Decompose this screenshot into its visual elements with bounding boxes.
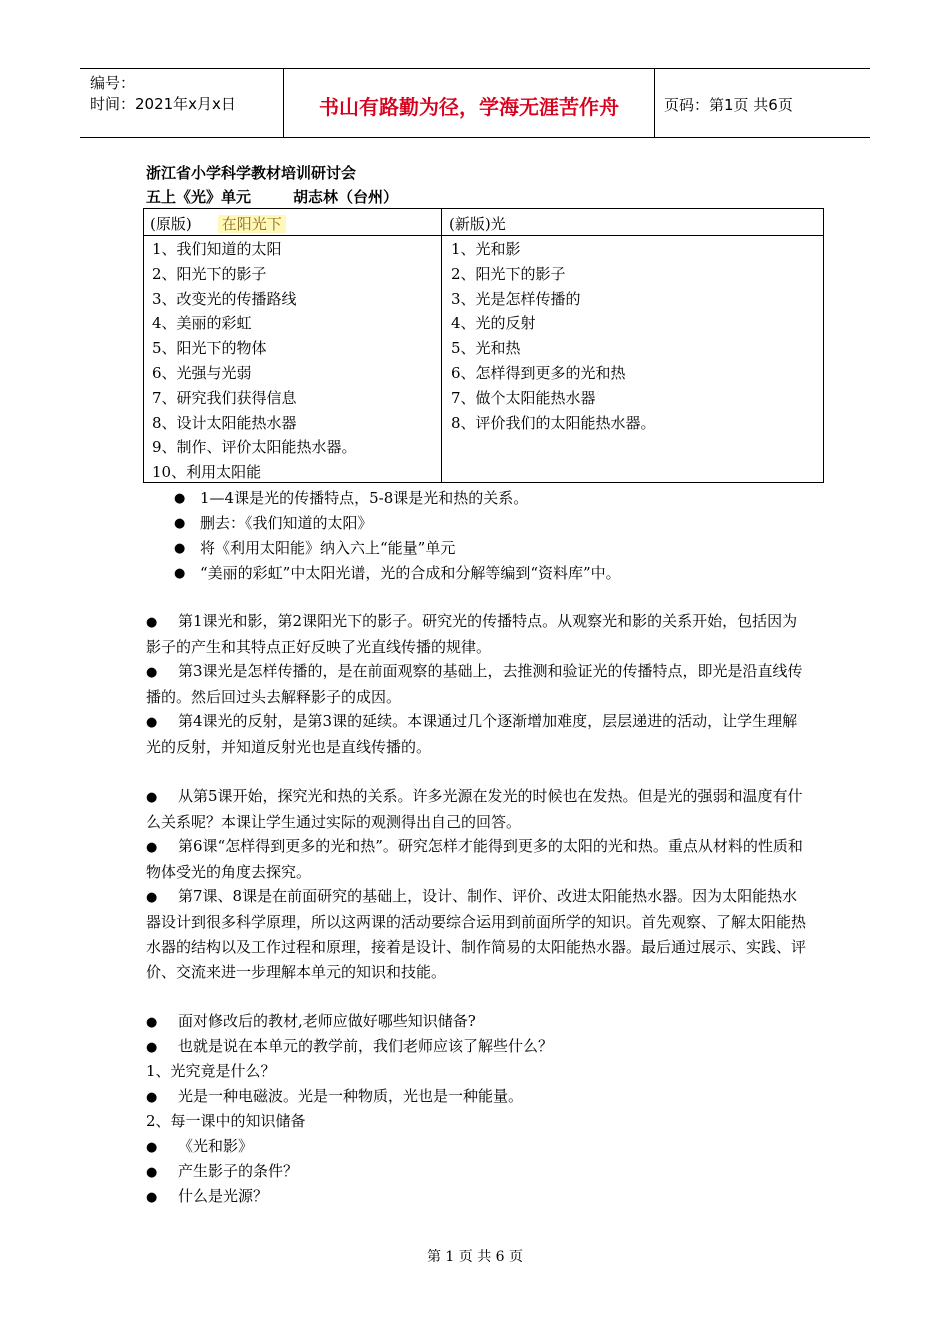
new-edition-lessons [451, 237, 656, 435]
header-time: 时间：2021年x月x日 [90, 95, 236, 113]
list-item: 5、阳光下的物体 [152, 339, 267, 358]
bullet-dot-icon: ● [146, 790, 158, 805]
bullet-dot-icon: ● [146, 1165, 158, 1180]
list-item: 8、设计太阳能热水器 [152, 413, 297, 432]
bullet-dot-icon: ● [146, 1190, 158, 1205]
paragraph [146, 609, 810, 660]
list-item: 2、阳光下的影子 [152, 264, 267, 283]
paragraph-text: 产生影子的条件？ [178, 1162, 299, 1180]
header-motto: 书山有路勤为径，学海无涯苦作舟 [319, 95, 619, 119]
paragraph-text: 从第5课开始，探究光和热的关系。许多光源在发光的时候也在发热。但是光的强弱和温度有什么关系呢？本课让学生通过实际的观测得出自己的回答。 [146, 787, 803, 831]
answer [146, 1084, 810, 1110]
paragraph [146, 659, 810, 710]
list-item: 4、美丽的彩虹 [152, 314, 252, 333]
bullet-dot-icon: ● [146, 715, 158, 730]
list-item: 1、光和影 [451, 240, 521, 258]
page-header [80, 68, 870, 138]
list-item: 6、光强与光弱 [152, 363, 252, 382]
list-item: 5、光和热 [451, 339, 521, 358]
bullet-dot-icon: ● [146, 1090, 158, 1105]
new-edition-header: (新版)光 [449, 215, 506, 233]
old-edition-label: (原版) [150, 215, 192, 233]
paragraph [146, 884, 810, 985]
list-item: 1、我们知道的太阳 [152, 240, 282, 258]
paragraph-text: 第6课“怎样得到更多的光和热”。研究怎样才能得到更多的太阳的光和热。重点从材料的性质和物体受光的角度去探究。 [146, 837, 803, 881]
paragraph-text: 《光和影》 [178, 1137, 254, 1155]
bullet-dot-icon: ● [146, 1015, 158, 1030]
section-heading: 1、光究竟是什么？ [146, 1062, 276, 1080]
bullet-item: ● 删去：《我们知道的太阳》 [172, 511, 621, 536]
knowledge-item [146, 1184, 810, 1210]
list-item: 6、怎样得到更多的光和热 [451, 363, 626, 382]
bullet-dot-icon: ● [146, 665, 158, 680]
list-item: 3、光是怎样传播的 [451, 289, 581, 308]
comparison-table [143, 208, 824, 483]
list-item: 7、做个太阳能热水器 [451, 388, 596, 407]
paragraph-text: 光是一种电磁波。光是一种物质，光也是一种能量。 [178, 1087, 524, 1105]
summary-bullets [172, 486, 621, 586]
paragraph [146, 709, 810, 760]
paragraph-text: 第7课、8课是在前面研究的基础上，设计、制作、评价、改进太阳能热水器。因为太阳能热水器设计到很多科学原理，所以这两课的活动要综合运用到前面所学的知识。首先观察、了解太阳能热水器的结构以及工作过程和原理，接着是设计、制作简易的太阳能热水器。最后通过展示、实践、评价、交流来进一步理解本单元的知识和技能。 [146, 887, 807, 981]
page-footer: 第 1 页 共 6 页 [426, 1249, 524, 1265]
paragraph-text: 第3课光是怎样传播的，是在前面观察的基础上，去推测和验证光的传播特点，即光是沿直线传播的。然后回过头去解释影子的成因。 [146, 662, 803, 706]
list-item: 2、阳光下的影子 [451, 264, 566, 283]
list-item: 9、制作、评价太阳能热水器。 [152, 438, 357, 457]
unit-line [146, 186, 398, 207]
list-item: 7、研究我们获得信息 [152, 388, 297, 407]
conference-title: 浙江省小学科学教材培训研讨会 [146, 164, 357, 182]
list-item: 10、利用太阳能 [152, 463, 262, 482]
question [146, 1034, 810, 1060]
header-number: 编号： [90, 74, 136, 92]
paragraph-text: 什么是光源？ [178, 1187, 269, 1205]
bullet-dot-icon: ● [146, 1140, 158, 1155]
table-divider [144, 235, 823, 236]
list-item: 4、光的反射 [451, 314, 536, 333]
bullet-dot-icon: ● [146, 615, 158, 630]
knowledge-item [146, 1134, 810, 1160]
paragraph-text: 第1课光和影，第2课阳光下的影子。研究光的传播特点。从观察光和影的关系开始，包括因为影子的产生和其特点正好反映了光直线传播的规律。 [146, 612, 798, 656]
header-meta [90, 73, 236, 115]
paragraph-text: 也就是说在本单元的教学前，我们老师应该了解些什么？ [178, 1037, 554, 1055]
paragraph [146, 834, 810, 885]
bullet-dot-icon: ● [146, 890, 158, 905]
paragraph [146, 784, 810, 835]
bullet-dot-icon: ● [146, 840, 158, 855]
paragraph-text: 第4课光的反射，是第3课的延续。本课通过几个逐渐增加难度，层层递进的活动，让学生理解光的反射，并知道反射光也是直线传播的。 [146, 712, 798, 756]
section-heading: 2、每一课中的知识储备 [146, 1112, 306, 1130]
question [146, 1009, 810, 1035]
list-item: 3、改变光的传播路线 [152, 289, 297, 308]
table-divider [441, 209, 442, 482]
list-item: 8、评价我们的太阳能热水器。 [451, 413, 656, 432]
bullet-dot-icon: ● [146, 1040, 158, 1055]
author: 胡志林（台州） [293, 188, 399, 206]
header-page-number: 页码：第1页 共6页 [664, 96, 793, 114]
bullet-item: ● 将《利用太阳能》纳入六上“能量”单元 [172, 536, 621, 561]
old-edition-header [150, 213, 286, 234]
bullet-item: ● “美丽的彩虹”中太阳光谱，光的合成和分解等编到“资料库”中。 [172, 561, 621, 586]
bullet-item: ● 1—4课是光的传播特点，5-8课是光和热的关系。 [172, 486, 621, 511]
old-edition-title: 在阳光下 [218, 215, 286, 233]
header-divider [654, 69, 655, 137]
unit-title: 五上《光》单元 [146, 188, 252, 206]
knowledge-item [146, 1159, 810, 1185]
paragraph-text: 面对修改后的教材,老师应做好哪些知识储备? [178, 1012, 476, 1030]
old-edition-lessons [152, 237, 357, 485]
